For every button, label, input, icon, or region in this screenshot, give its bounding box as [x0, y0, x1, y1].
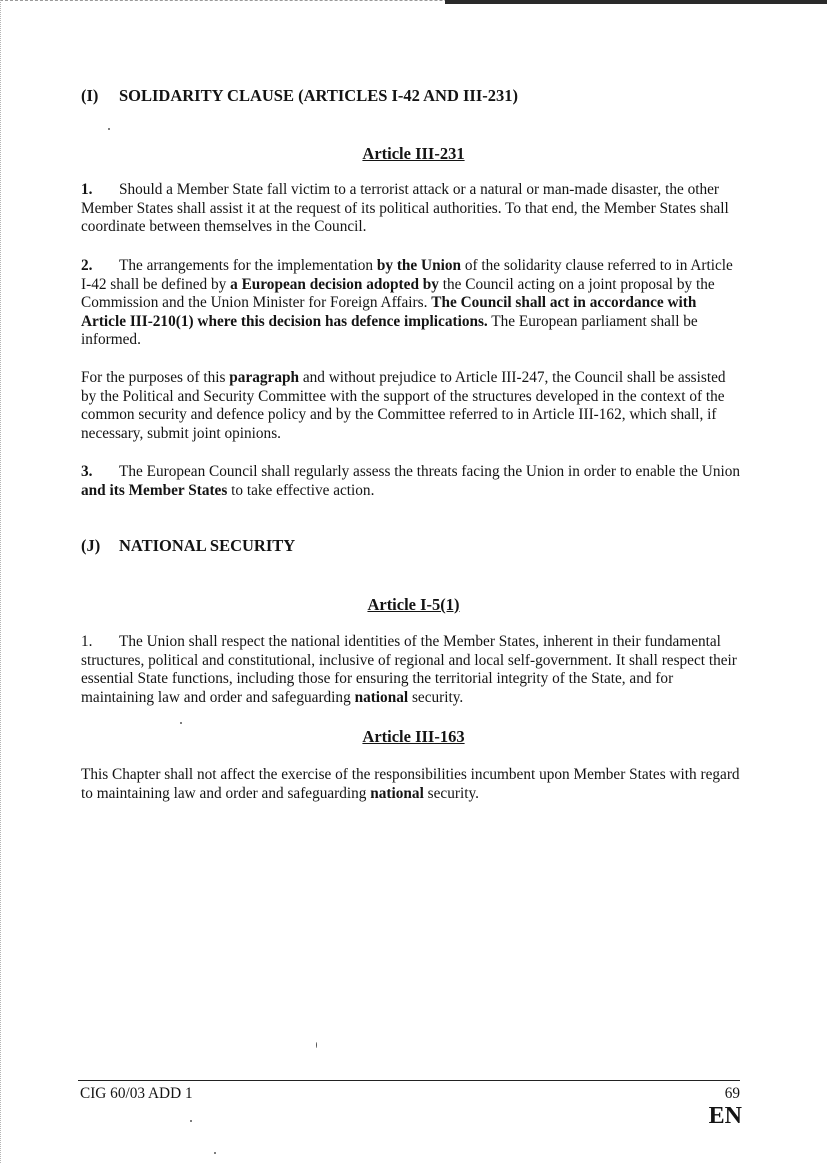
section-number: (I) — [81, 86, 99, 105]
section-number: (J) — [81, 536, 101, 555]
scan-speck — [214, 1152, 216, 1154]
section-title: SOLIDARITY CLAUSE (ARTICLES I-42 AND III-231) — [119, 86, 519, 105]
paragraph-text-bold: paragraph — [229, 369, 299, 386]
paragraph-2-continued — [81, 369, 741, 443]
paragraph-2 — [81, 257, 741, 350]
document-reference: CIG 60/03 ADD 1 — [80, 1085, 193, 1102]
section-heading-national-security — [81, 536, 295, 556]
paragraph-text: of the solidarity clause referred to in Article I-42 shall be defined by — [81, 257, 733, 293]
paragraph-text: Should a Member State fall victim to a terrorist attack or a natural or man-made disaster, the other Member States shall assist it at the request of its political authorities. To that end, the Member States shall coordinate between themselves in the Council. — [81, 181, 729, 235]
paragraph-3 — [81, 463, 741, 500]
scan-speck — [316, 1042, 317, 1048]
paragraph-text-bold: national — [354, 688, 409, 706]
paragraph-number: 3. — [81, 463, 93, 480]
section-title: NATIONAL SECURITY — [119, 536, 296, 555]
paragraph-text: The arrangements for the implementation — [119, 257, 377, 274]
paragraph-number: 1. — [81, 181, 93, 198]
paragraph-text-bold: by the Union — [376, 257, 461, 274]
article-title-iii-231: Article III-231 — [362, 144, 465, 163]
scan-top-bar — [445, 0, 827, 4]
footer-divider — [78, 1080, 740, 1081]
paragraph-text: The Union shall respect the national identities of the Member States, inherent in their fundamental structures, political and constitutional, inclusive of regional and local self-government. It shall respect their essential State functions, including those for ensuring the territorial integrity of the State, and for maintaining law and order and safeguarding — [81, 633, 737, 706]
section-heading-solidarity — [81, 86, 518, 106]
paragraph-text: This Chapter shall not affect the exercise of the responsibilities incumbent upon Member States with regard to maintaining law and order and safeguarding — [81, 766, 740, 802]
paragraph-text: to take effective action. — [227, 481, 375, 499]
paragraph-text: For the purposes of this — [81, 369, 230, 386]
paragraph-text: the Council acting on a joint proposal by the Commission and the Union Minister for Foreign Affairs. — [81, 275, 715, 311]
paragraph-text-bold: a European decision adopted by — [230, 275, 439, 293]
paragraph-text: The European parliament shall be informed. — [81, 312, 698, 348]
paragraph-text: and without prejudice to Article III-247, the Council shall be assisted by the Political and Security Committee with the support of the structures developed in the context of the common security and defence policy and by the Committee referred to in Article III-162, which shall, if necessary, submit joint opinions. — [81, 369, 726, 442]
paragraph-text-bold: The Council shall act in accordance with Article III-210(1) where this decision has defence implications. — [81, 294, 697, 330]
article-title-i-5-1: Article I-5(1) — [367, 595, 460, 614]
paragraph-1 — [81, 181, 741, 237]
paragraph-text: security. — [423, 784, 479, 802]
scan-left-border — [0, 0, 3, 1163]
paragraph-i-5-1 — [81, 633, 741, 707]
page-number: 69 — [724, 1085, 740, 1102]
paragraph-text-bold: national — [370, 784, 424, 802]
paragraph-number: 1. — [81, 633, 93, 650]
scan-speck — [108, 128, 110, 130]
paragraph-iii-163 — [81, 766, 741, 803]
scan-speck — [180, 722, 182, 724]
paragraph-text-bold: and its Member States — [81, 481, 228, 499]
article-title-iii-163: Article III-163 — [362, 727, 465, 746]
paragraph-text: The European Council shall regularly assess the threats facing the Union in order to enable the Union — [119, 463, 741, 480]
paragraph-number: 2. — [81, 257, 93, 274]
paragraph-text: security. — [408, 688, 464, 706]
language-code: EN — [708, 1103, 742, 1129]
scan-speck — [190, 1120, 192, 1122]
